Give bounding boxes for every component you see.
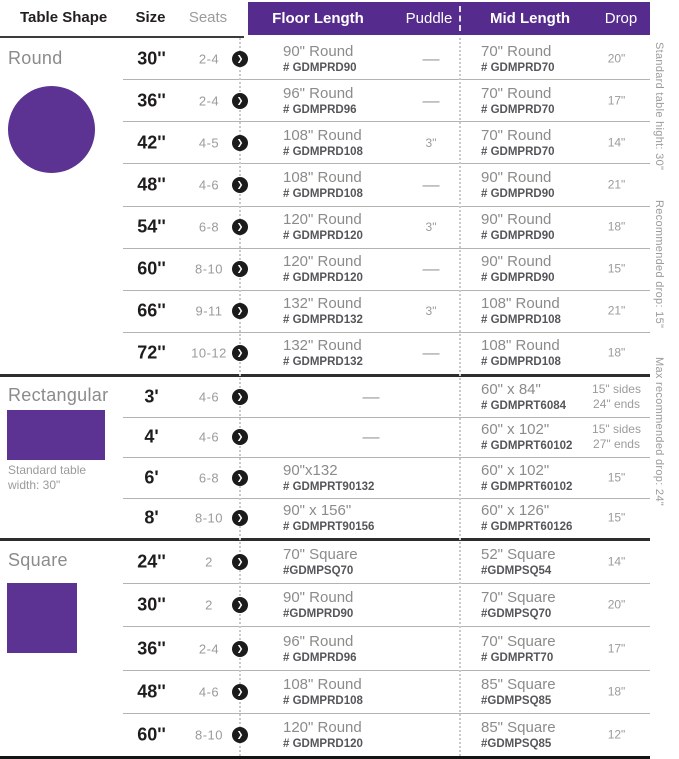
- drop-line1: 15": [607, 261, 626, 276]
- drop-line1: 12": [607, 727, 626, 742]
- floor-length-sku: # GDMPRT90156: [283, 521, 375, 534]
- chevron-glyph: ❯: [236, 557, 244, 567]
- table-row: [123, 207, 650, 249]
- floor-length-value: 90" Round: [283, 589, 354, 607]
- header-seats: Seats: [188, 9, 228, 26]
- mid-length-cell: [481, 253, 593, 285]
- header-table-shape: Table Shape: [20, 9, 108, 26]
- drop-line1: 21": [607, 177, 626, 192]
- floor-length-cell: [283, 127, 403, 159]
- drop-line1: 14": [607, 554, 626, 569]
- floor-length-cell: [283, 546, 403, 578]
- floor-length-sku: # GDMPRD132: [283, 356, 363, 369]
- chevron-glyph: ❯: [236, 348, 244, 358]
- table-row: [123, 38, 650, 80]
- drop-cell: [583, 511, 650, 526]
- size-value: 36'': [137, 638, 166, 658]
- chevron-glyph: ❯: [236, 643, 244, 653]
- mid-length-sku: # GDMPRT6084: [481, 399, 567, 412]
- shape-label-round: Round: [8, 48, 63, 68]
- chevron-glyph: ❯: [236, 95, 244, 105]
- floor-length-sku: # GDMPRD108: [283, 145, 363, 158]
- mid-length-sku: # GDMPRD70: [481, 61, 555, 74]
- puddle-value: —: [422, 174, 440, 194]
- mid-length-sku: # GDMPRT60102: [481, 480, 573, 493]
- seats-value: 8-10: [194, 261, 224, 277]
- drop-cell: [583, 555, 650, 570]
- mid-length-sku: # GDMPRD90: [481, 272, 555, 285]
- floor-length-sku: # GDMPRD96: [283, 103, 357, 116]
- mid-length-sku: # GDMPRT70: [481, 651, 554, 664]
- size-value: 30'': [137, 594, 166, 615]
- table-row: [123, 377, 650, 418]
- size-value: 6': [144, 467, 159, 488]
- next-arrow-icon: [232, 135, 248, 151]
- mid-length-cell: [481, 295, 593, 327]
- mid-length-value: 108" Round: [481, 337, 560, 355]
- mid-length-cell: [481, 381, 593, 413]
- mid-length-value: 85" Square: [481, 718, 556, 736]
- floor-length-cell: [283, 253, 403, 285]
- seats-value: 4-6: [198, 389, 220, 405]
- rectangle-shape-icon: [7, 410, 105, 460]
- floor-length-cell: [283, 502, 403, 534]
- mid-length-cell: [481, 589, 593, 621]
- floor-length-value: 70" Square: [283, 546, 358, 564]
- mid-length-value: 70" Round: [481, 84, 552, 102]
- size-value: 36'': [137, 90, 166, 111]
- floor-length-dash: —: [362, 427, 380, 447]
- table-row: [123, 584, 650, 627]
- mid-length-cell: [481, 421, 593, 453]
- size-value: 66'': [137, 300, 166, 321]
- chevron-glyph: ❯: [236, 306, 244, 316]
- seats-value: 8-10: [194, 727, 224, 743]
- puddle-value: —: [422, 48, 440, 68]
- mid-length-value: 60" x 126": [481, 502, 550, 520]
- chevron-glyph: ❯: [236, 53, 244, 63]
- mid-length-cell: [481, 676, 593, 708]
- table-row: [123, 627, 650, 670]
- section-rectangular: [0, 377, 679, 538]
- next-arrow-icon: [232, 684, 248, 700]
- side-note: [653, 42, 665, 532]
- section-rect-rows: [123, 377, 650, 538]
- size-value: 42'': [137, 132, 166, 153]
- size-value: 8': [144, 507, 159, 528]
- floor-length-sku: # GDMPRD120: [283, 737, 363, 750]
- drop-line1: 14": [607, 135, 626, 150]
- drop-cell: [583, 262, 650, 277]
- size-value: 60'': [137, 724, 166, 745]
- header-size: Size: [135, 9, 166, 26]
- size-value: 72'': [137, 342, 166, 363]
- floor-length-cell: [283, 589, 403, 621]
- floor-length-value: 132" Round: [283, 295, 362, 313]
- floor-length-sku: # GDMPRD120: [283, 272, 363, 285]
- drop-cell: [583, 346, 650, 361]
- floor-length-value: 108" Round: [283, 168, 362, 186]
- mid-length-value: 85" Square: [481, 675, 556, 693]
- mid-length-value: 60" x 102": [481, 421, 550, 439]
- mid-length-cell: [481, 85, 593, 117]
- next-arrow-icon: [232, 389, 248, 405]
- floor-length-value: 90" x 156": [283, 502, 352, 520]
- floor-length-cell: [283, 85, 403, 117]
- table-row: [123, 418, 650, 459]
- mid-length-sku: #GDMPSQ85: [481, 737, 552, 750]
- puddle-value: —: [422, 259, 440, 279]
- mid-length-cell: [481, 502, 593, 534]
- size-value: 48'': [137, 174, 166, 195]
- floor-length-value: 120" Round: [283, 211, 362, 229]
- drop-line1: 17": [607, 93, 626, 108]
- mid-length-sku: # GDMPRD108: [481, 356, 561, 369]
- puddle-value: 3": [425, 135, 437, 150]
- drop-cell: [583, 684, 650, 699]
- seats-value: 6-8: [198, 219, 220, 235]
- chevron-glyph: ❯: [236, 179, 244, 189]
- next-arrow-icon: [232, 345, 248, 361]
- side-note-recommended-drop: Recommended drop: 15": [653, 199, 665, 328]
- drop-line1: 18": [607, 219, 626, 234]
- mid-length-sku: # GDMPRD70: [481, 145, 555, 158]
- chevron-glyph: ❯: [236, 432, 244, 442]
- chevron-glyph: ❯: [236, 513, 244, 523]
- floor-length-sku: # GDMPRD132: [283, 314, 363, 327]
- section-square: [0, 541, 679, 756]
- drop-cell: [583, 177, 650, 192]
- chevron-glyph: ❯: [236, 472, 244, 482]
- next-arrow-icon: [232, 510, 248, 526]
- mid-length-value: 60" x 84": [481, 380, 541, 398]
- section-round-left: [0, 38, 123, 374]
- puddle-value: —: [422, 90, 440, 110]
- header-mid-length: Mid Length: [490, 10, 570, 27]
- mid-length-cell: [481, 462, 593, 494]
- round-shape-icon: [8, 86, 95, 173]
- mid-length-cell: [481, 211, 593, 243]
- header-floor-length: Floor Length: [272, 10, 364, 27]
- next-arrow-icon: [232, 597, 248, 613]
- rect-caption-line2: width: 30": [8, 478, 61, 492]
- next-arrow-icon: [232, 51, 248, 67]
- mid-length-cell: [481, 546, 593, 578]
- drop-line1: 17": [607, 641, 626, 655]
- chevron-glyph: ❯: [236, 222, 244, 232]
- section-round: [0, 38, 679, 374]
- table-row: [123, 714, 650, 756]
- chevron-glyph: ❯: [236, 391, 244, 401]
- size-value: 48'': [137, 681, 166, 702]
- next-arrow-icon: [232, 177, 248, 193]
- floor-length-cell: [283, 462, 403, 494]
- puddle-value: —: [422, 343, 440, 363]
- table-row: [123, 458, 650, 499]
- drop-line1: 15" sides: [592, 381, 641, 396]
- drop-cell: [583, 641, 650, 656]
- seats-value: 6-8: [198, 470, 220, 486]
- mid-length-value: 70" Square: [481, 589, 556, 607]
- mid-length-value: 90" Round: [481, 211, 552, 229]
- seats-value: 2: [205, 597, 213, 613]
- mid-length-value: 70" Round: [481, 126, 552, 144]
- drop-line1: 15": [607, 470, 626, 485]
- rect-caption: [8, 463, 86, 493]
- floor-length-value: 120" Round: [283, 718, 362, 736]
- table-row: [123, 291, 650, 333]
- drop-line1: 18": [607, 684, 626, 699]
- chevron-glyph: ❯: [236, 137, 244, 147]
- floor-length-cell: [283, 43, 403, 75]
- drop-line2: 27" ends: [593, 437, 640, 452]
- floor-length-cell: [283, 337, 403, 369]
- mid-length-value: 52" Square: [481, 546, 556, 564]
- mid-length-sku: # GDMPRD108: [481, 314, 561, 327]
- floor-length-value: 120" Round: [283, 253, 362, 271]
- mid-length-cell: [481, 43, 593, 75]
- mid-length-cell: [481, 169, 593, 201]
- size-value: 4': [144, 426, 159, 447]
- floor-length-sku: # GDMPRD108: [283, 187, 363, 200]
- header-drop: Drop: [604, 10, 638, 27]
- drop-cell: [583, 93, 650, 108]
- seats-value: 2: [205, 554, 213, 570]
- mid-length-sku: # GDMPRD90: [481, 187, 555, 200]
- floor-length-value: 108" Round: [283, 675, 362, 693]
- mid-length-sku: # GDMPRD70: [481, 103, 555, 116]
- size-value: 3': [144, 386, 159, 407]
- size-value: 24'': [137, 551, 166, 572]
- table-row: [123, 499, 650, 539]
- side-note-table-height: Standard table hight: 30": [653, 42, 665, 171]
- floor-length-cell: [283, 295, 403, 327]
- puddle-value: 3": [425, 220, 437, 235]
- drop-line2: 24" ends: [593, 396, 640, 411]
- rect-caption-line1: Standard table: [8, 463, 87, 477]
- size-value: 30'': [137, 48, 166, 69]
- mid-length-sku: # GDMPRT60102: [481, 440, 573, 453]
- next-arrow-icon: [232, 219, 248, 235]
- drop-line1: 18": [607, 345, 626, 360]
- mid-length-cell: [481, 127, 593, 159]
- seats-value: 2-4: [198, 641, 220, 656]
- floor-length-sku: # GDMPRD96: [283, 651, 357, 664]
- drop-line1: 15": [607, 510, 626, 525]
- mid-length-value: 70" Round: [481, 42, 552, 60]
- drop-line1: 20": [607, 51, 626, 66]
- floor-length-value: 108" Round: [283, 126, 362, 144]
- floor-length-cell: [283, 719, 403, 751]
- section-square-left: [0, 541, 123, 756]
- shape-label-square: Square: [8, 550, 68, 570]
- floor-length-sku: # GDMPRT90132: [283, 480, 375, 493]
- floor-length-cell: [283, 676, 403, 708]
- next-arrow-icon: [232, 429, 248, 445]
- next-arrow-icon: [232, 303, 248, 319]
- seats-value: 4-6: [198, 177, 220, 193]
- mid-length-value: 90" Round: [481, 168, 552, 186]
- drop-cell: [583, 382, 650, 412]
- chevron-glyph: ❯: [236, 600, 244, 610]
- dotted-guide-right: [459, 38, 461, 756]
- next-arrow-icon: [232, 554, 248, 570]
- drop-line1: 21": [607, 303, 626, 318]
- section-square-rows: [123, 541, 650, 756]
- mid-length-value: 90" Round: [481, 253, 552, 271]
- mid-length-value: 70" Square: [481, 632, 556, 650]
- seats-value: 2-4: [198, 51, 220, 67]
- drop-cell: [583, 135, 650, 150]
- mid-length-cell: [481, 719, 593, 751]
- table-row: [123, 333, 650, 374]
- header-dashed-divider: [459, 6, 461, 31]
- section-rect-left: [0, 377, 123, 538]
- chevron-glyph: ❯: [236, 264, 244, 274]
- table-row: [123, 122, 650, 164]
- drop-cell: [583, 304, 650, 319]
- square-shape-icon: [7, 583, 77, 653]
- seats-value: 8-10: [194, 510, 224, 526]
- mid-length-sku: #GDMPSQ70: [481, 608, 552, 621]
- section-round-rows: [123, 38, 650, 374]
- floor-length-sku: # GDMPRD120: [283, 230, 363, 243]
- drop-line1: 15" sides: [592, 422, 641, 437]
- table-row: [123, 164, 650, 206]
- shape-label-rectangular: Rectangular: [8, 385, 109, 405]
- next-arrow-icon: [232, 470, 248, 486]
- seats-value: 4-6: [198, 429, 220, 445]
- floor-length-value: 90" Round: [283, 42, 354, 60]
- seats-value: 4-5: [198, 135, 220, 151]
- header-puddle: Puddle: [405, 10, 453, 27]
- seats-value: 4-6: [198, 684, 220, 700]
- floor-length-sku: #GDMPSQ70: [283, 565, 354, 578]
- chevron-glyph: ❯: [236, 686, 244, 696]
- floor-length-value: 90"x132: [283, 461, 338, 479]
- mid-length-sku: # GDMPRD90: [481, 230, 555, 243]
- next-arrow-icon: [232, 261, 248, 277]
- floor-length-cell: [283, 211, 403, 243]
- drop-cell: [583, 422, 650, 452]
- size-value: 54'': [137, 216, 166, 237]
- mid-length-cell: [481, 337, 593, 369]
- table-row: [123, 80, 650, 122]
- floor-length-sku: # GDMPRD90: [283, 61, 357, 74]
- table-row: [123, 541, 650, 584]
- floor-length-cell: [283, 169, 403, 201]
- size-value: 60'': [137, 258, 166, 279]
- chevron-glyph: ❯: [236, 729, 244, 739]
- drop-line1: 20": [607, 597, 626, 612]
- next-arrow-icon: [232, 727, 248, 743]
- floor-length-sku: # GDMPRD108: [283, 694, 363, 707]
- floor-length-sku: #GDMPRD90: [283, 608, 354, 621]
- table-row: [123, 671, 650, 714]
- floor-length-cell: [283, 633, 403, 665]
- puddle-value: 3": [425, 304, 437, 319]
- seats-value: 9-11: [195, 303, 223, 319]
- mid-length-value: 60" x 102": [481, 461, 550, 479]
- seats-value: 2-4: [198, 93, 220, 109]
- mid-length-sku: #GDMPSQ85: [481, 694, 552, 707]
- drop-cell: [583, 598, 650, 613]
- drop-cell: [583, 727, 650, 742]
- floor-length-value: 96" Round: [283, 84, 354, 102]
- drop-cell: [583, 220, 650, 235]
- next-arrow-icon: [232, 641, 248, 657]
- mid-length-sku: # GDMPRT60126: [481, 521, 573, 534]
- table-row: [123, 249, 650, 291]
- floor-length-value: 132" Round: [283, 337, 362, 355]
- seats-value: 10-12: [191, 345, 227, 361]
- side-note-max-drop: Max recommended drop: 24": [653, 357, 665, 507]
- next-arrow-icon: [232, 93, 248, 109]
- mid-length-cell: [481, 633, 593, 665]
- floor-length-value: 96" Round: [283, 632, 354, 650]
- drop-cell: [583, 470, 650, 485]
- mid-length-sku: #GDMPSQ54: [481, 565, 552, 578]
- mid-length-value: 108" Round: [481, 295, 560, 313]
- drop-cell: [583, 51, 650, 66]
- floor-length-dash: —: [362, 386, 380, 406]
